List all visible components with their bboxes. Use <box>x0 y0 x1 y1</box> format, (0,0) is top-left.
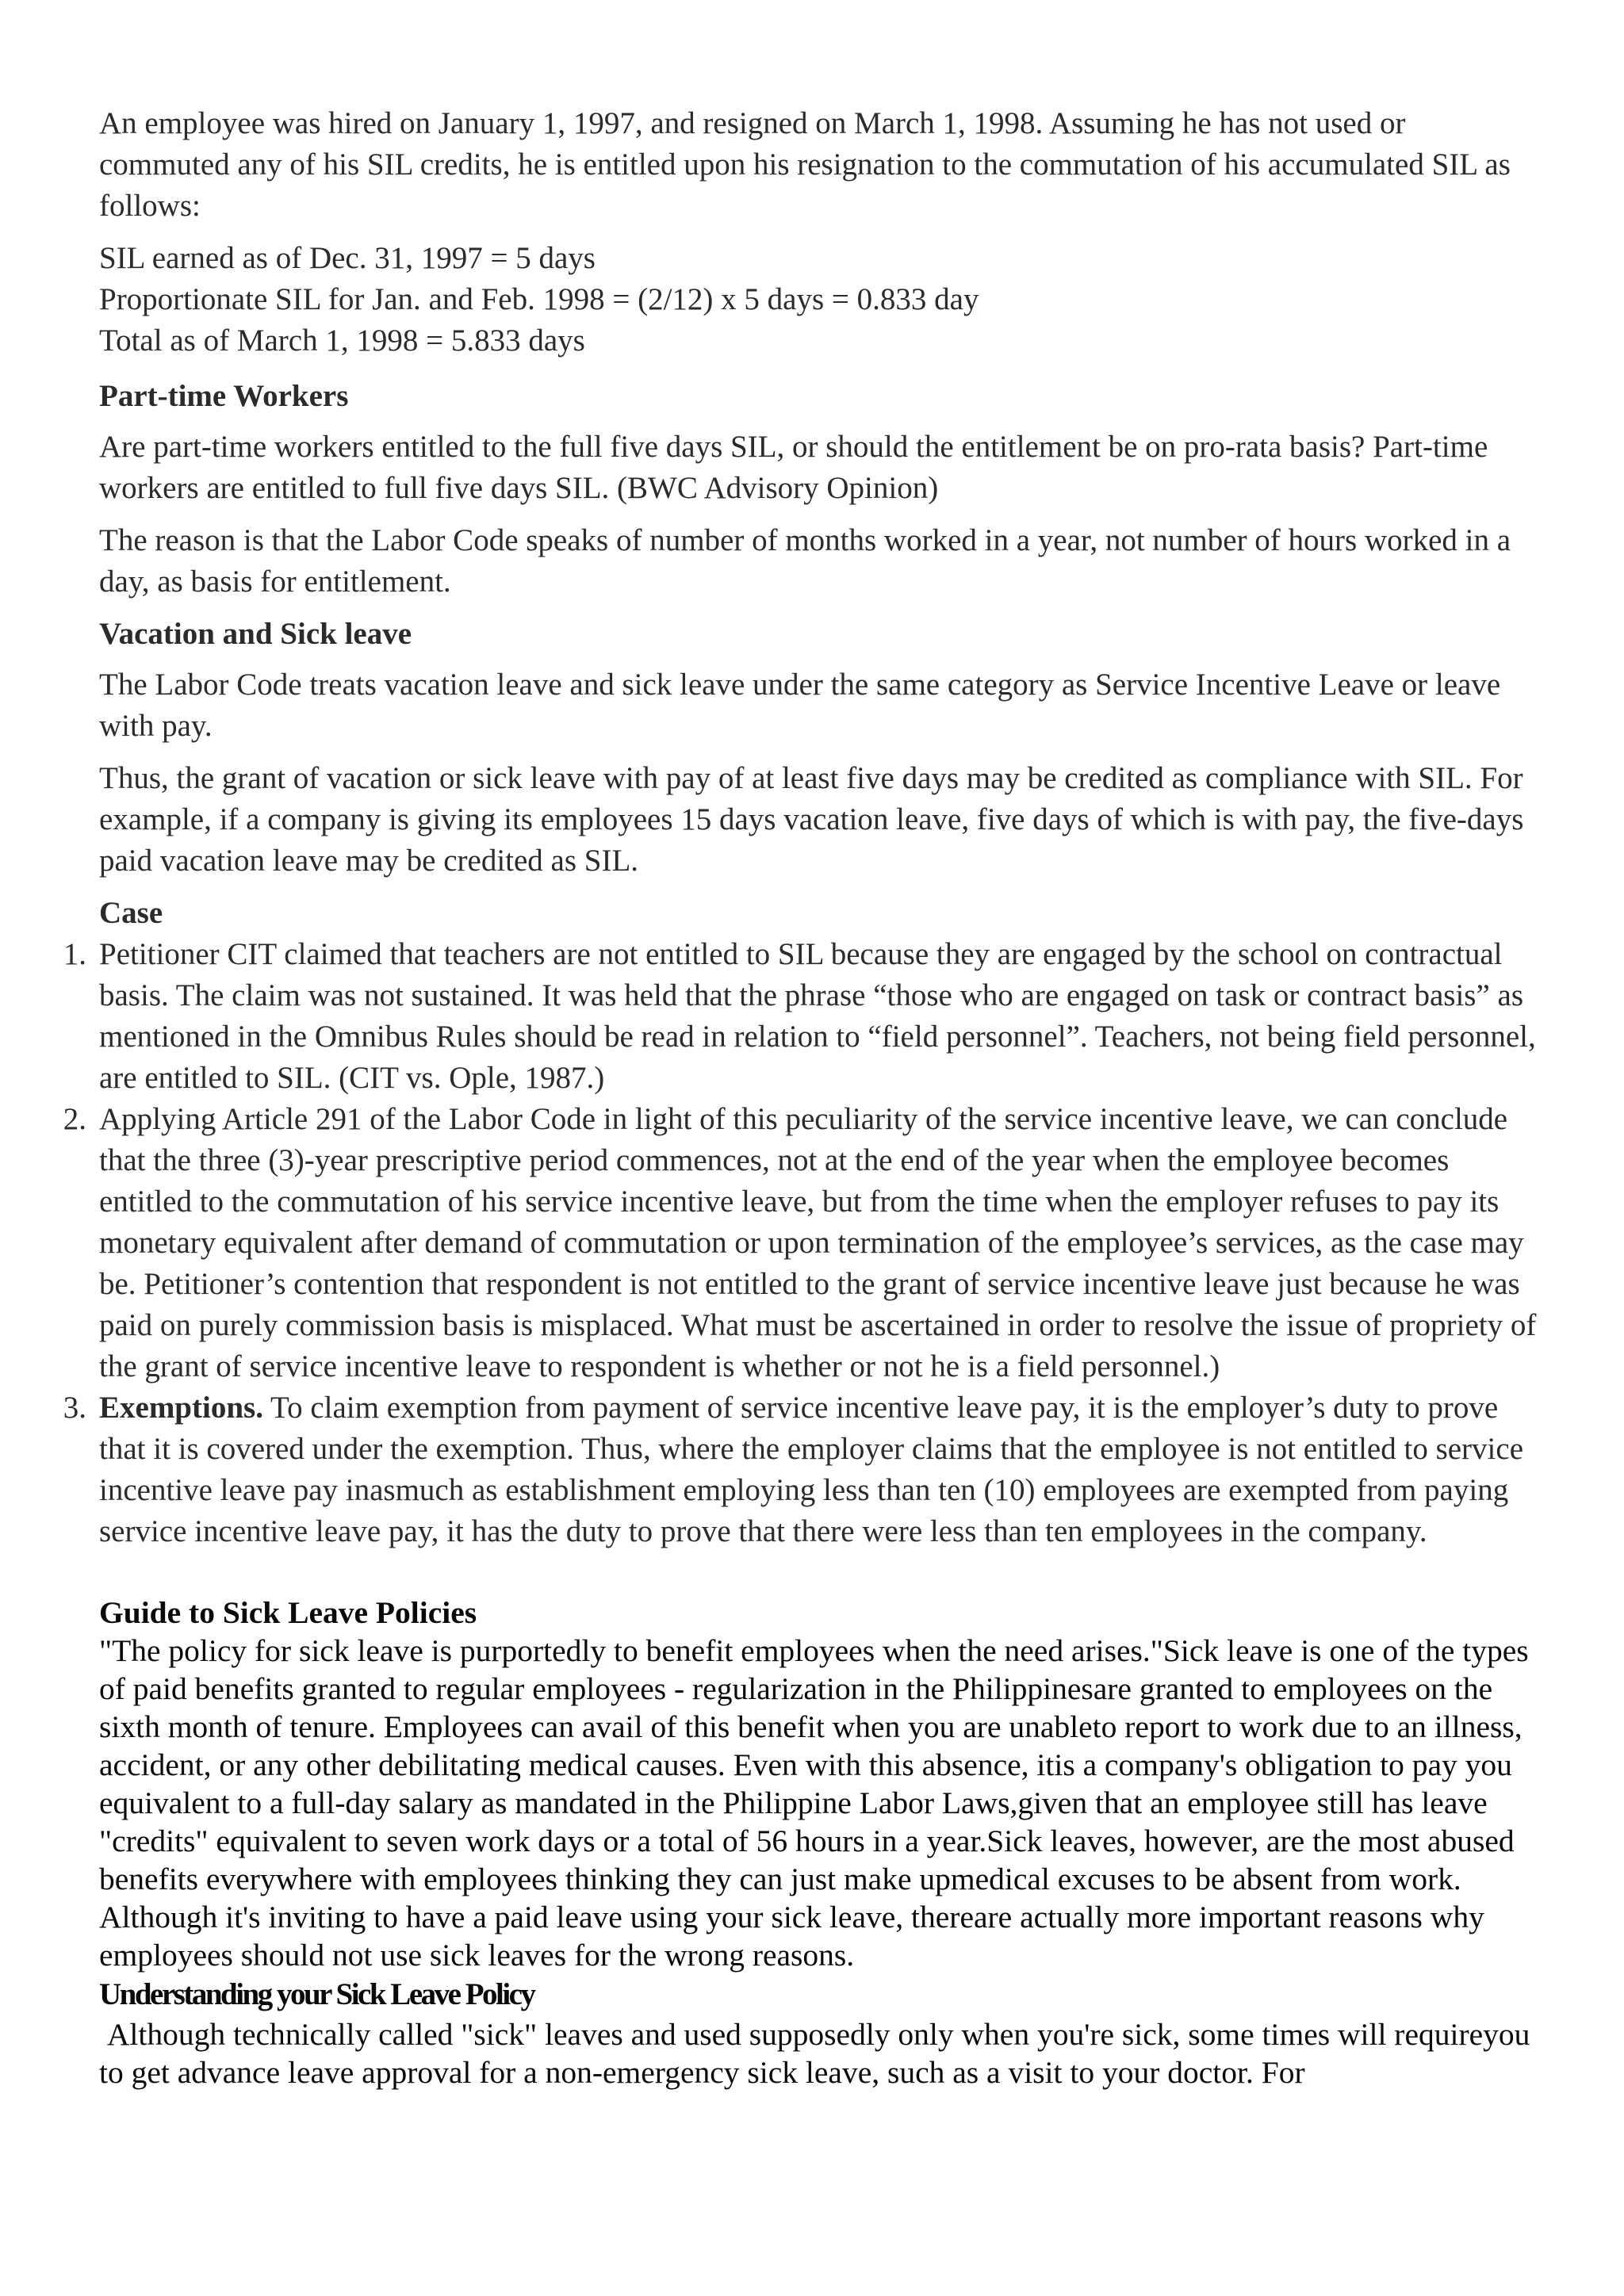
document-page <box>63 103 1542 2091</box>
sil-computation <box>99 238 1542 362</box>
part-time-heading: Part-time Workers <box>99 379 349 413</box>
guide-paragraph: "The policy for sick leave is purportedly to benefit employees when the need arises."Sick leave is one of the types of paid benefits granted to regular employees - regularization in the Philippinesare granted to employees on the sixth month of tenure. Employees can avail of this benefit when you are unableto report to work due to an illness, accident, or any other debilitating medical causes. Even with this absence, itis a company's obligation to pay you equivalent to a full-day salary as mandated in the Philippine Labor Laws,given that an employee still has leave "credits" equivalent to seven work days or a total of 56 hours in a year.Sick leaves, however, are the most abused benefits everywhere with employees thinking they can just make upmedical excuses to be absent from work. Although it's inviting to have a paid leave using your sick leave, thereare actually more important reasons why employees should not use sick leaves for the wrong reasons. <box>99 1633 1529 1973</box>
case-number: 1. <box>63 937 86 971</box>
case-text: To claim exemption from payment of service incentive leave pay, it is the employer’s duty to prove that it is covered under the exemption. Thus, where the employer claims that the employee is not entitled to service incentive leave pay inasmuch as establishment employing less than ten (10) employees are exempted from paying service incentive leave pay, it has the duty to prove that there were less than ten employees in the company. <box>99 1391 1523 1548</box>
part-time-paragraph-1: Are part-time workers entitled to the full five days SIL, or should the entitlement be on pro-rata basis? Part-time workers are entitled to full five days SIL. (BWC Advisory Opinion) <box>99 430 1488 505</box>
understanding-policy-heading: Understanding your Sick Leave Policy <box>99 1977 534 2011</box>
case-heading: Case <box>99 896 163 930</box>
case-item-3 <box>63 1387 1542 1552</box>
case-item-1 <box>63 934 1542 1099</box>
case-list <box>63 934 1542 1552</box>
understanding-policy-paragraph: Although technically called "sick" leaves and used supposedly only when you're sick, some times will requireyou to get advance leave approval for a non-emergency sick leave, such as a visit to your doctor. For <box>99 2017 1538 2090</box>
vacation-paragraph-1: The Labor Code treats vacation leave and sick leave under the same category as Service Incentive Leave or leave with pay. <box>99 668 1501 743</box>
vacation-sick-heading: Vacation and Sick leave <box>99 617 412 651</box>
case-item-2 <box>63 1099 1542 1387</box>
computation-line-earned: SIL earned as of Dec. 31, 1997 = 5 days <box>99 241 596 275</box>
example-intro: An employee was hired on January 1, 1997, and resigned on March 1, 1998. Assuming he has not used or commuted any of his SIL credits, he is entitled upon his resignation to the commutation of his accumulated SIL as follows: <box>99 106 1511 223</box>
computation-line-total: Total as of March 1, 1998 = 5.833 days <box>99 323 585 358</box>
vacation-paragraph-2: Thus, the grant of vacation or sick leave with pay of at least five days may be credited as compliance with SIL. For example, if a company is giving its employees 15 days vacation leave, five days of which is with pay, the five-days paid vacation leave may be credited as SIL. <box>99 761 1524 878</box>
guide-heading: Guide to Sick Leave Policies <box>99 1595 477 1630</box>
case-text: Applying Article 291 of the Labor Code in light of this peculiarity of the service incentive leave, we can conclude that the three (3)-year prescriptive period commences, not at the end of the year when the employee becomes entitled to the commutation of his service incentive leave, but from the time when the employer refuses to pay its monetary equivalent after demand of commutation or upon termination of the employee’s services, as the case may be. Petitioner’s contention that respondent is not entitled to the grant of service incentive leave just because he was paid on purely commission basis is misplaced. What must be ascertained in order to resolve the issue of propriety of the grant of service incentive leave to respondent is whether or not he is a field personnel.) <box>99 1102 1537 1383</box>
sick-leave-guide-section <box>99 1594 1542 2091</box>
computation-line-proportionate: Proportionate SIL for Jan. and Feb. 1998 = (2/12) x 5 days = 0.833 day <box>99 282 979 316</box>
case-number: 3. <box>63 1391 86 1425</box>
case-text: Petitioner CIT claimed that teachers are not entitled to SIL because they are engaged by the school on contractual basis. The claim was not sustained. It was held that the phrase “those who are engaged on task or contract basis” as mentioned in the Omnibus Rules should be read in relation to “field personnel”. Teachers, not being field personnel, are entitled to SIL. (CIT vs. Ople, 1987.) <box>99 937 1536 1095</box>
case-number: 2. <box>63 1102 86 1136</box>
case-bold-lead: Exemptions. <box>99 1391 263 1425</box>
part-time-paragraph-2: The reason is that the Labor Code speaks of number of months worked in a year, not number of hours worked in a day, as basis for entitlement. <box>99 523 1511 599</box>
